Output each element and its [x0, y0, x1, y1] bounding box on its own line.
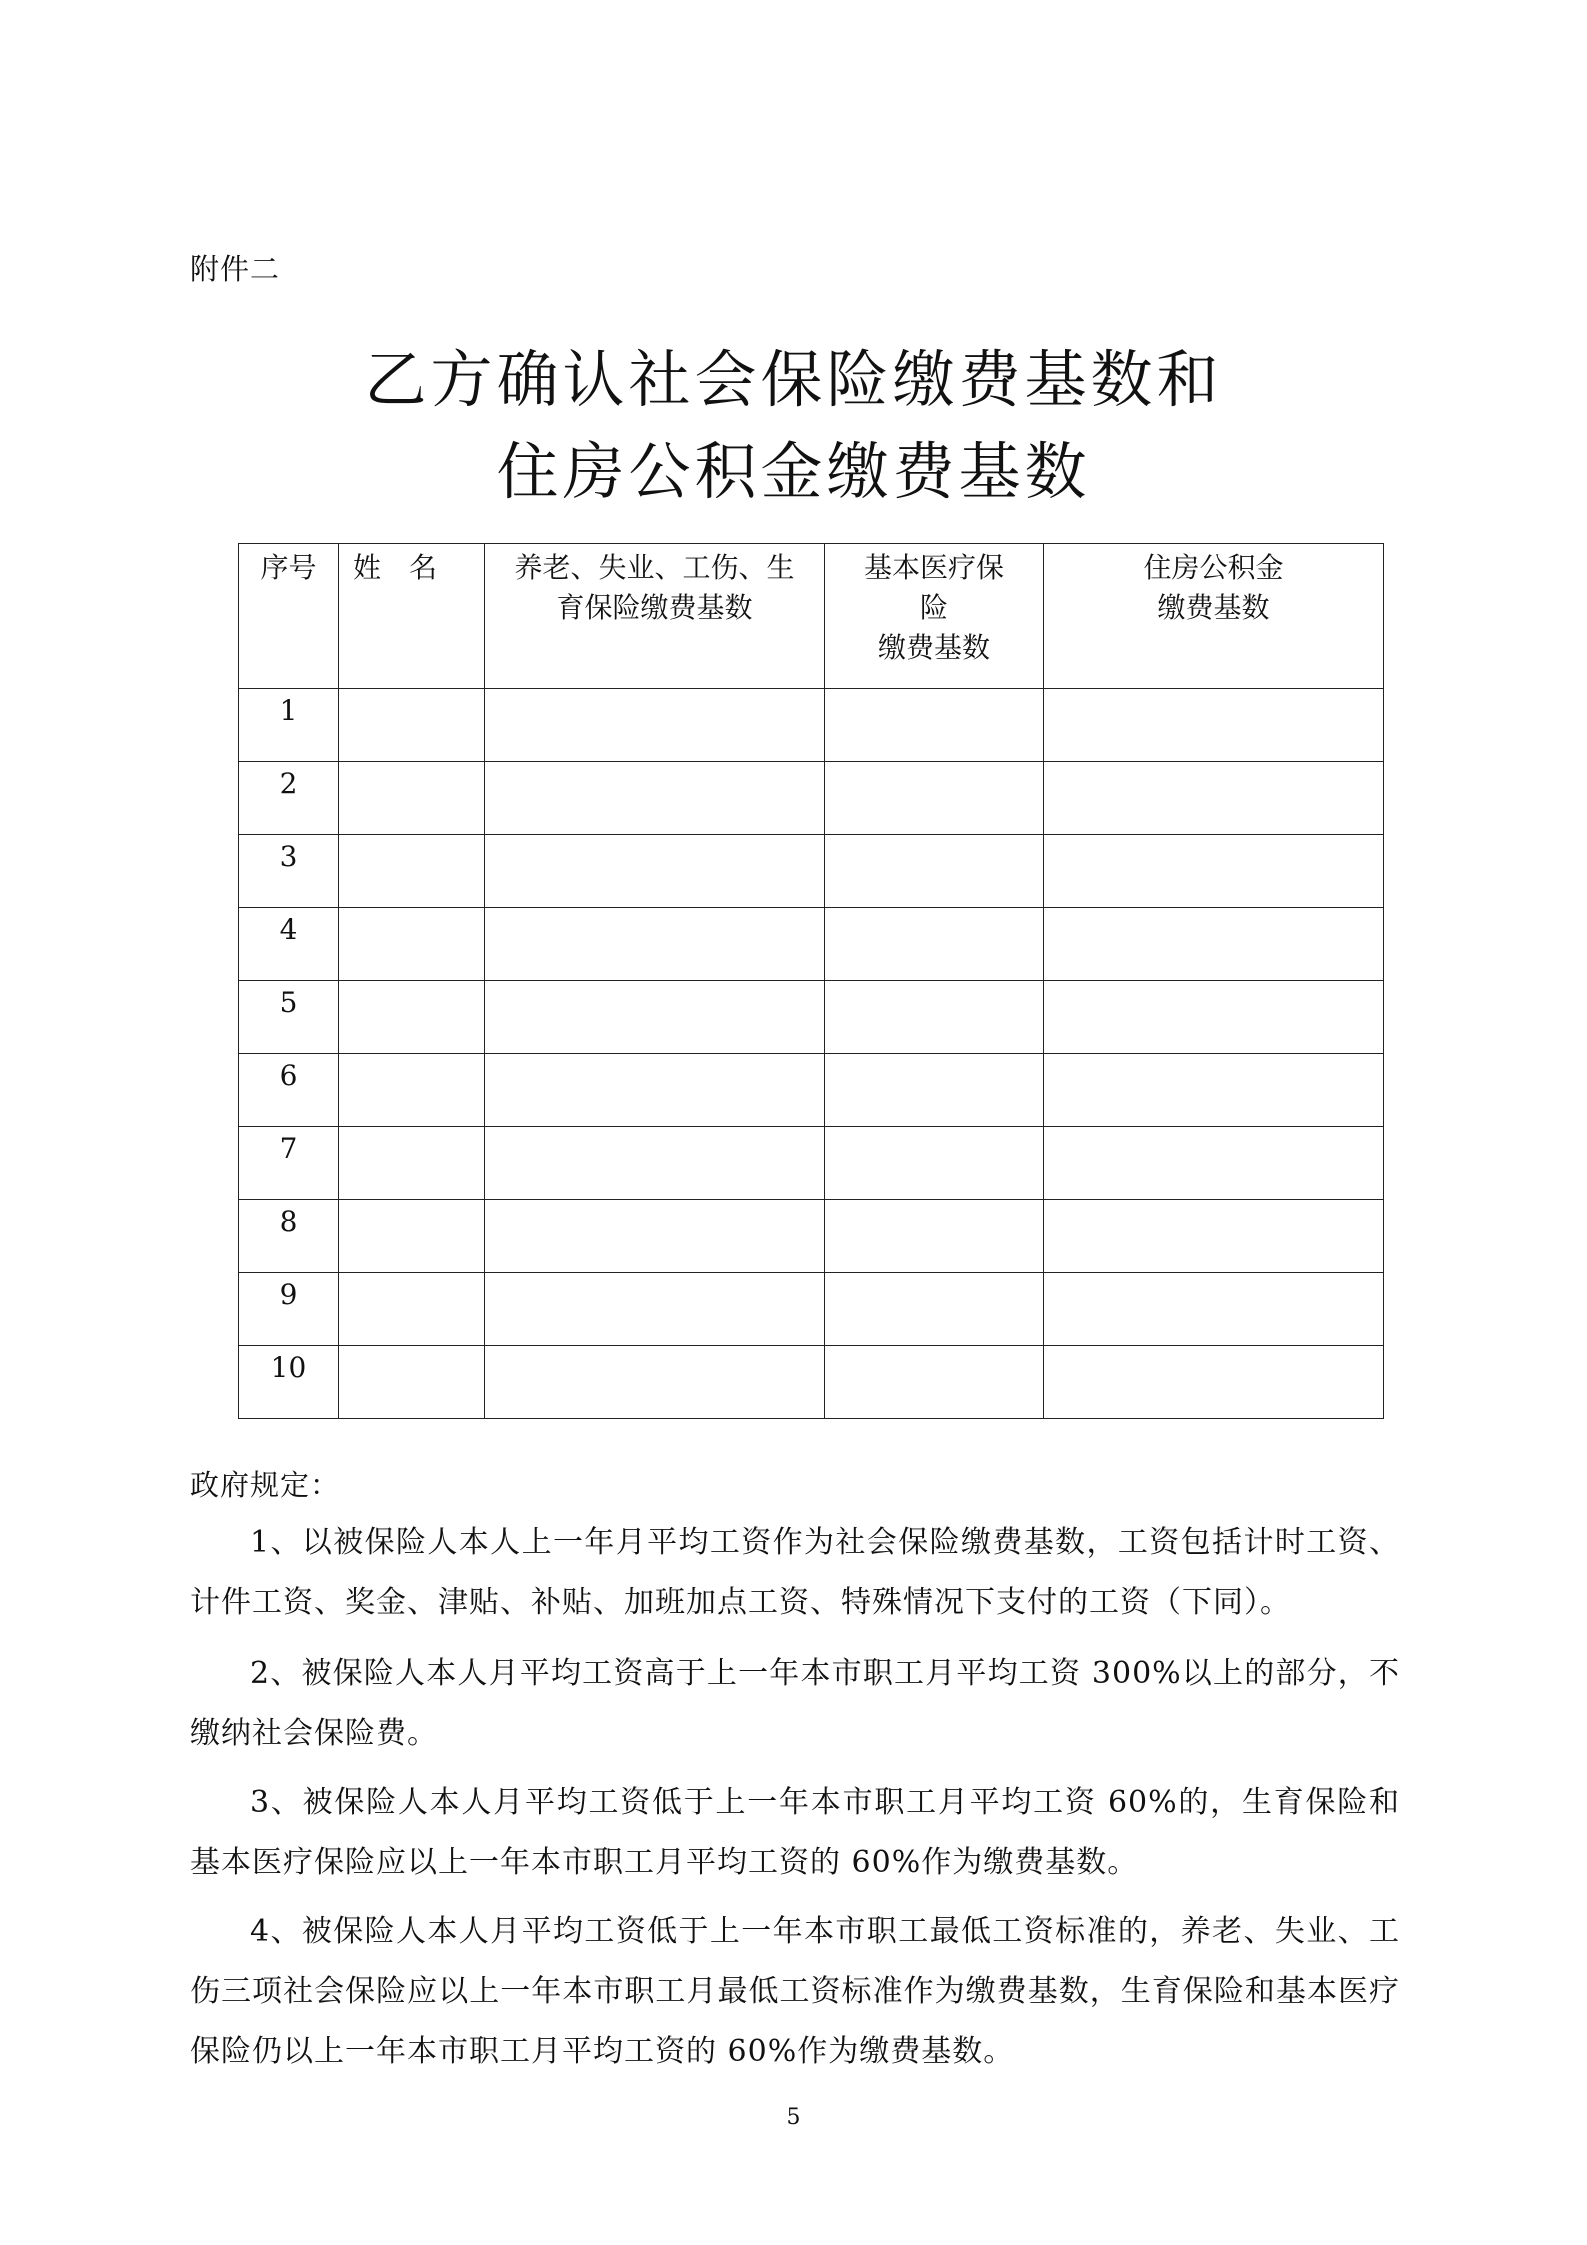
cell-housing[interactable]	[1044, 1346, 1384, 1419]
cell-name[interactable]	[339, 1127, 485, 1200]
cell-housing[interactable]	[1044, 762, 1384, 835]
header-seq: 序号	[239, 544, 339, 689]
cell-medical[interactable]	[825, 835, 1044, 908]
cell-medical[interactable]	[825, 1200, 1044, 1273]
cell-pension[interactable]	[485, 1054, 825, 1127]
header-housing-fund-base: 住房公积金 缴费基数	[1044, 544, 1384, 689]
table-row	[239, 762, 1384, 835]
table-row	[239, 1346, 1384, 1419]
cell-seq: 4	[239, 908, 339, 981]
cell-pension[interactable]	[485, 762, 825, 835]
table-row	[239, 1273, 1384, 1346]
cell-medical[interactable]	[825, 762, 1044, 835]
cell-seq: 1	[239, 689, 339, 762]
regulations-heading: 政府规定：	[190, 1468, 341, 1502]
cell-seq: 6	[239, 1054, 339, 1127]
cell-seq: 7	[239, 1127, 339, 1200]
document-title-line-1: 乙方确认社会保险缴费基数和	[364, 343, 1223, 416]
table-row	[239, 1127, 1384, 1200]
cell-housing[interactable]	[1044, 1054, 1384, 1127]
cell-seq: 3	[239, 835, 339, 908]
cell-seq: 2	[239, 762, 339, 835]
cell-medical[interactable]	[825, 981, 1044, 1054]
cell-name[interactable]	[339, 1054, 485, 1127]
cell-housing[interactable]	[1044, 1127, 1384, 1200]
cell-name[interactable]	[339, 908, 485, 981]
regulation-item-2: 2、被保险人本人月平均工资高于上一年本市职工月平均工资 300%以上的部分，不缴纳社会保险费。	[190, 1656, 1400, 1751]
regulation-item-4: 4、被保险人本人月平均工资低于上一年本市职工最低工资标准的，养老、失业、工伤三项社会保险应以上一年本市职工月最低工资标准作为缴费基数，生育保险和基本医疗保险仍以上一年本市职工月平均工资的 60%作为缴费基数。	[190, 1914, 1400, 2069]
cell-name[interactable]	[339, 762, 485, 835]
table-header-row	[239, 544, 1384, 689]
cell-pension[interactable]	[485, 689, 825, 762]
cell-medical[interactable]	[825, 1273, 1044, 1346]
cell-pension[interactable]	[485, 908, 825, 981]
contribution-base-table	[238, 543, 1384, 1419]
attachment-label: 附件二	[190, 252, 281, 286]
cell-housing[interactable]	[1044, 1200, 1384, 1273]
table-row	[239, 981, 1384, 1054]
cell-medical[interactable]	[825, 1127, 1044, 1200]
cell-name[interactable]	[339, 689, 485, 762]
cell-medical[interactable]	[825, 1346, 1044, 1419]
cell-housing[interactable]	[1044, 689, 1384, 762]
cell-seq: 5	[239, 981, 339, 1054]
cell-housing[interactable]	[1044, 835, 1384, 908]
cell-medical[interactable]	[825, 908, 1044, 981]
header-medical-base: 基本医疗保 险 缴费基数	[825, 544, 1044, 689]
document-title-line-2: 住房公积金缴费基数	[496, 435, 1091, 508]
cell-medical[interactable]	[825, 1054, 1044, 1127]
table-row	[239, 1200, 1384, 1273]
cell-name[interactable]	[339, 1346, 485, 1419]
cell-pension[interactable]	[485, 1346, 825, 1419]
cell-name[interactable]	[339, 1273, 485, 1346]
cell-pension[interactable]	[485, 1200, 825, 1273]
cell-seq: 9	[239, 1273, 339, 1346]
table-row	[239, 835, 1384, 908]
cell-name[interactable]	[339, 1200, 485, 1273]
header-pension-base: 养老、失业、工伤、生 育保险缴费基数	[485, 544, 825, 689]
regulation-item-3: 3、被保险人本人月平均工资低于上一年本市职工月平均工资 60%的，生育保险和基本医疗保险应以上一年本市职工月平均工资的 60%作为缴费基数。	[190, 1785, 1400, 1880]
cell-pension[interactable]	[485, 981, 825, 1054]
cell-housing[interactable]	[1044, 981, 1384, 1054]
cell-pension[interactable]	[485, 1127, 825, 1200]
cell-seq: 8	[239, 1200, 339, 1273]
table-row	[239, 908, 1384, 981]
regulation-item-1: 1、以被保险人本人上一年月平均工资作为社会保险缴费基数，工资包括计时工资、计件工资、奖金、津贴、补贴、加班加点工资、特殊情况下支付的工资（下同）。	[190, 1525, 1400, 1620]
cell-housing[interactable]	[1044, 1273, 1384, 1346]
cell-medical[interactable]	[825, 689, 1044, 762]
page-number: 5	[786, 2105, 801, 2130]
cell-pension[interactable]	[485, 835, 825, 908]
cell-name[interactable]	[339, 981, 485, 1054]
table-row	[239, 689, 1384, 762]
cell-name[interactable]	[339, 835, 485, 908]
cell-housing[interactable]	[1044, 908, 1384, 981]
table-row	[239, 1054, 1384, 1127]
header-name: 姓 名	[339, 544, 485, 689]
cell-pension[interactable]	[485, 1273, 825, 1346]
cell-seq: 10	[239, 1346, 339, 1419]
